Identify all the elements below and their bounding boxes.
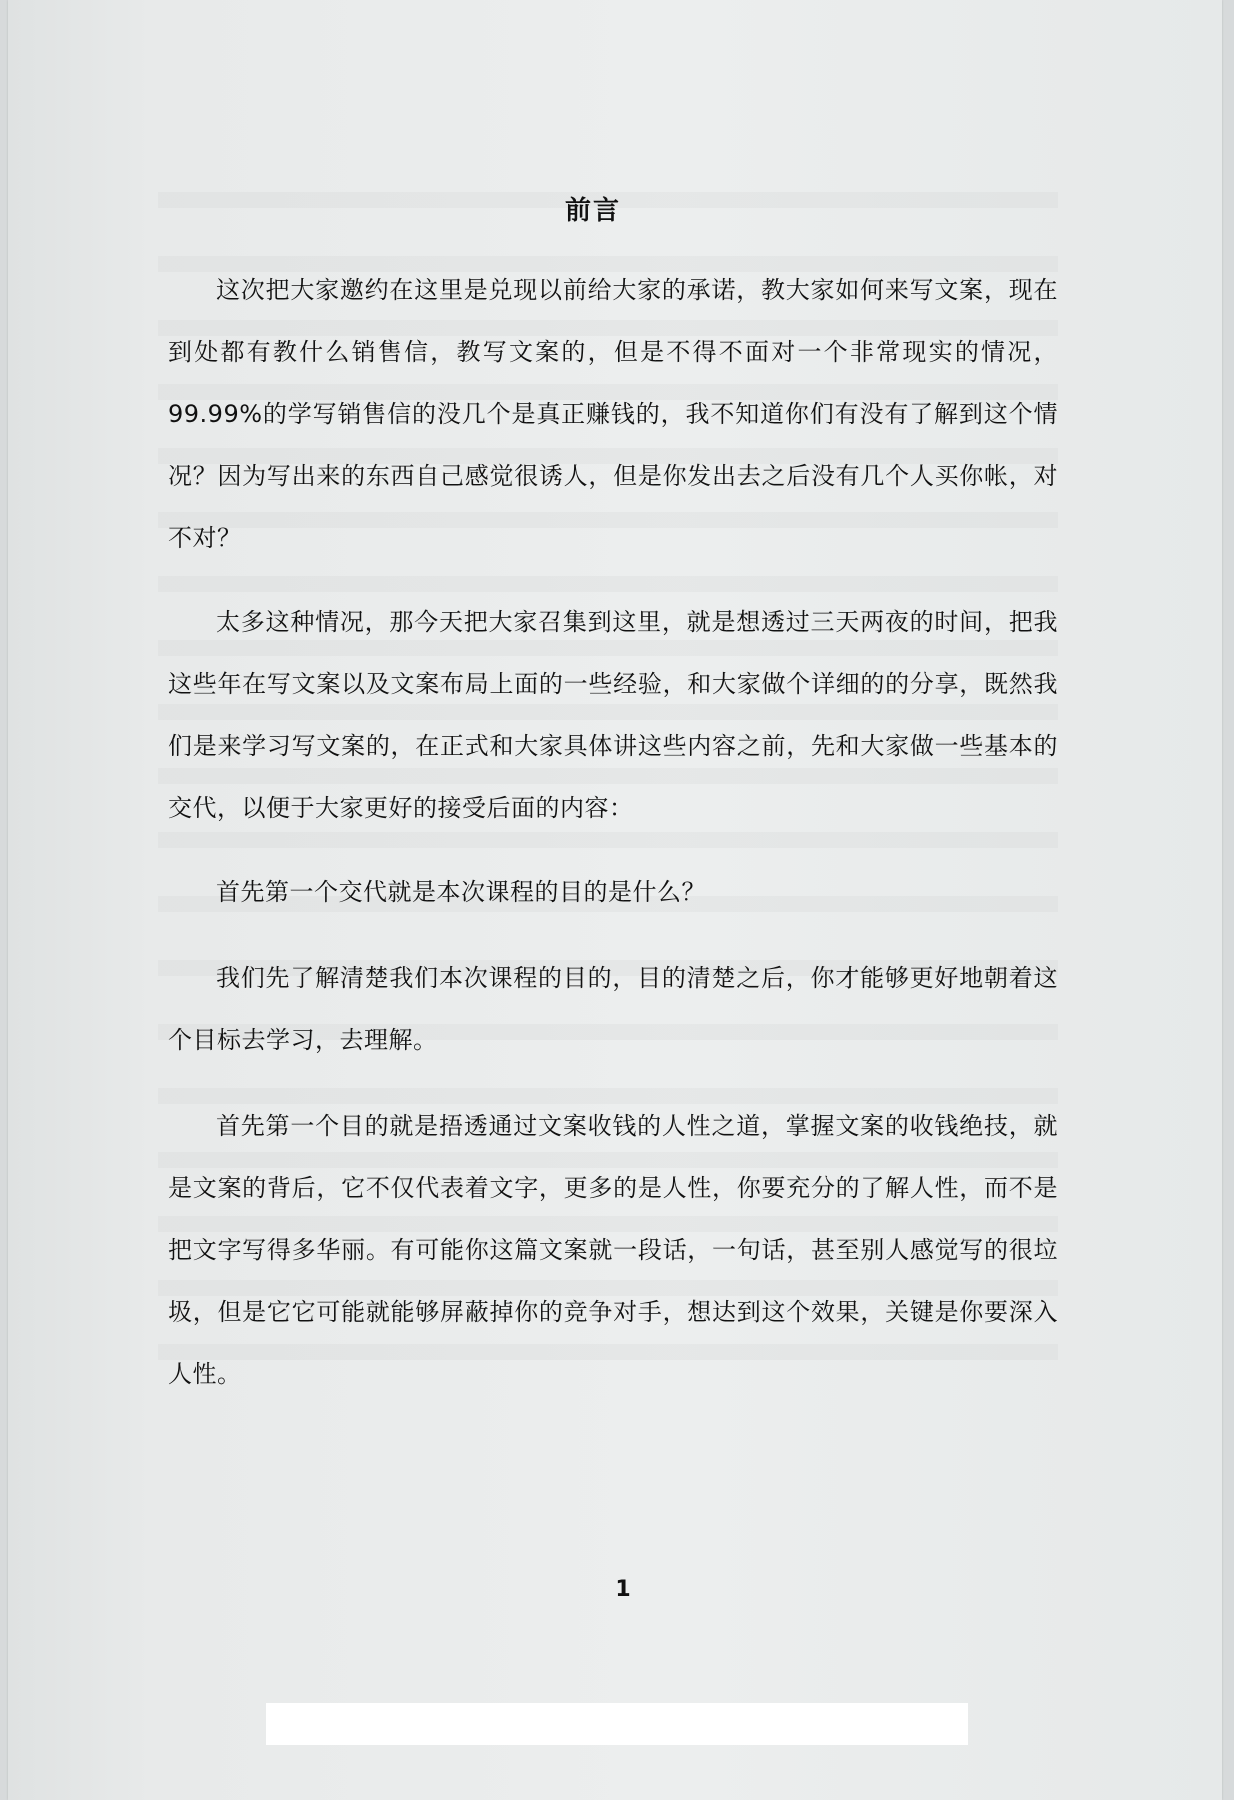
- paragraph-4: 我们先了解清楚我们本次课程的目的，目的清楚之后，你才能够更好地朝着这个目标去学习，去理解。: [168, 964, 1058, 1054]
- page-number: 1: [615, 1577, 631, 1602]
- paragraph-3: 首先第一个交代就是本次课程的目的是什么？: [216, 878, 706, 906]
- page-content: [168, 190, 1058, 1427]
- page-title: 前言: [564, 196, 621, 226]
- redaction-bar: [266, 1703, 968, 1745]
- paragraph-2: 太多这种情况，那今天把大家召集到这里，就是想透过三天两夜的时间，把我这些年在写文案以及文案布局上面的一些经验，和大家做个详细的的分享，既然我们是来学习写文案的，在正式和大家具体讲这些内容之前，先和大家做一些基本的交代，以便于大家更好的接受后面的内容：: [168, 608, 1058, 822]
- paragraph-1: 这次把大家邀约在这里是兑现以前给大家的承诺，教大家如何来写文案，现在到处都有教什么销售信，教写文案的，但是不得不面对一个非常现实的情况，99.99%的学写销售信的没几个是真正赚钱的，我不知道你们有没有了解到这个情况？因为写出来的东西自己感觉很诱人，但是你发出去之后没有几个人买你帐，对不对？: [168, 276, 1058, 552]
- document-page: [8, 0, 1222, 1800]
- paragraph-5: 首先第一个目的就是捂透通过文案收钱的人性之道，掌握文案的收钱绝技，就是文案的背后，它不仅代表着文字，更多的是人性，你要充分的了解人性，而不是把文字写得多华丽。有可能你这篇文案就一段话，一句话，甚至别人感觉写的很垃圾，但是它它可能就能够屏蔽掉你的竞争对手，想达到这个效果，关键是你要深入人性。: [168, 1112, 1058, 1388]
